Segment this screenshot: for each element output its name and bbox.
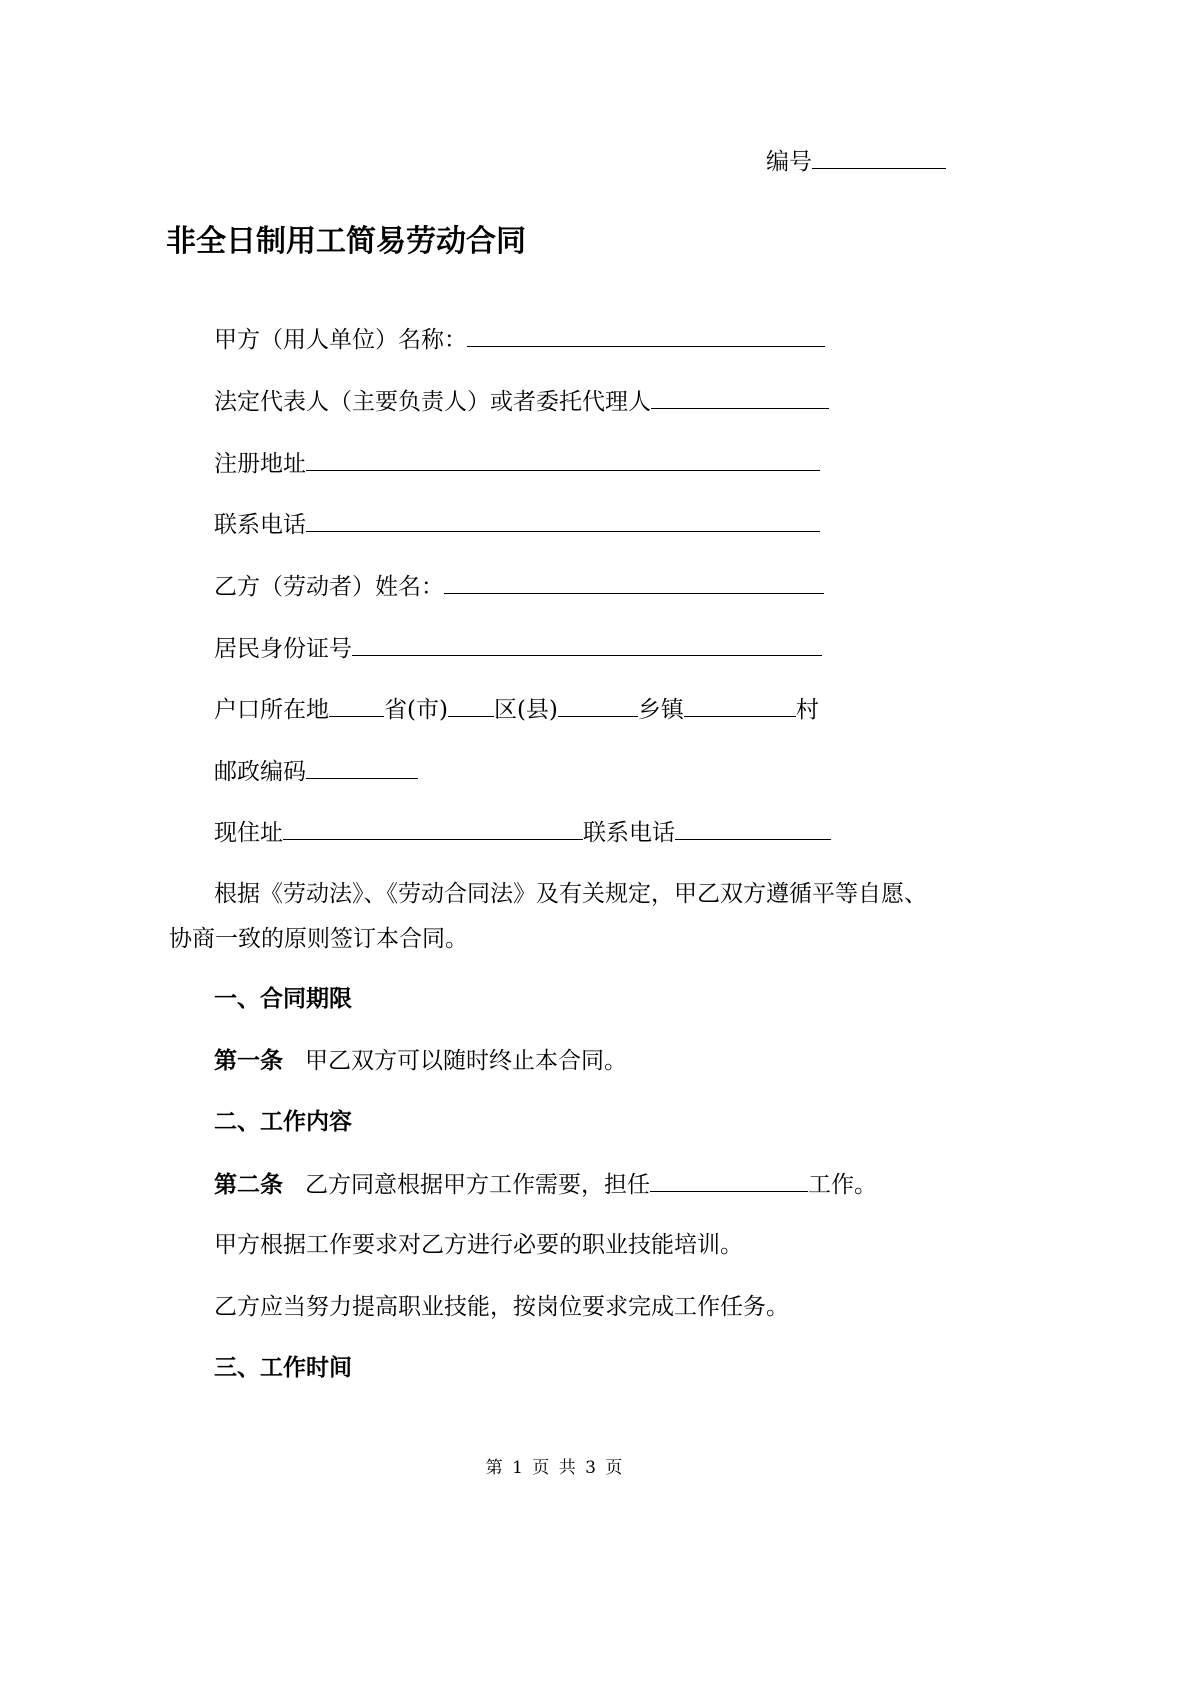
party-a-name-blank[interactable] (467, 324, 825, 347)
article-1-label: 第一条 (214, 1048, 283, 1074)
hukou-row (214, 694, 819, 725)
postcode-blank[interactable] (306, 756, 418, 779)
reg-address-label: 注册地址 (214, 451, 306, 477)
party-a-name-row (214, 324, 825, 355)
article-2-text-before: 乙方同意根据甲方工作需要，担任 (305, 1172, 650, 1198)
party-a-name-label: 甲方（用人单位）名称： (214, 327, 467, 353)
legal-rep-row (214, 386, 829, 417)
phone-a-label: 联系电话 (214, 512, 306, 538)
postcode-row (214, 756, 418, 787)
party-b-name-row (214, 571, 824, 602)
legal-rep-blank[interactable] (651, 386, 829, 409)
id-number-label: 居民身份证号 (214, 636, 352, 662)
section-3-heading: 三、工作时间 (214, 1355, 352, 1381)
party-b-name-blank[interactable] (444, 571, 824, 594)
current-address-blank[interactable] (283, 817, 583, 840)
reg-address-blank[interactable] (306, 448, 820, 471)
article-2-para-1: 甲方根据工作要求对乙方进行必要的职业技能培训。 (214, 1232, 743, 1258)
phone-a-blank[interactable] (306, 509, 820, 532)
document-title: 非全日制用工简易劳动合同 (166, 224, 526, 259)
section-1-heading: 一、合同期限 (214, 986, 352, 1012)
article-1-text: 甲乙双方可以随时终止本合同。 (305, 1048, 627, 1074)
party-b-name-label: 乙方（劳动者）姓名： (214, 574, 444, 600)
hukou-village-label: 村 (795, 697, 819, 723)
current-address-row (214, 817, 831, 848)
current-address-label: 现住址 (214, 820, 283, 846)
hukou-town-label: 乡镇 (637, 697, 684, 723)
hukou-province-label: 省(市) (384, 697, 448, 723)
contract-number-blank[interactable] (812, 146, 946, 169)
postcode-label: 邮政编码 (214, 759, 306, 785)
preamble-line-1: 根据《劳动法》、《劳动合同法》及有关规定，甲乙双方遵循平等自愿、 (214, 881, 927, 907)
phone-b-blank[interactable] (675, 817, 831, 840)
hukou-label: 户口所在地 (214, 697, 329, 723)
preamble-line-2: 协商一致的原则签订本合同。 (169, 926, 468, 952)
reg-address-row (214, 448, 820, 479)
phone-b-label: 联系电话 (583, 820, 675, 846)
phone-a-row (214, 509, 820, 540)
hukou-province-blank[interactable] (329, 694, 384, 717)
id-number-blank[interactable] (352, 633, 822, 656)
contract-number-label: 编号 (766, 149, 812, 175)
article-1 (214, 1046, 627, 1076)
job-title-blank[interactable] (650, 1169, 808, 1192)
contract-number (766, 146, 946, 177)
hukou-district-blank[interactable] (448, 694, 494, 717)
section-2-heading: 二、工作内容 (214, 1109, 352, 1135)
article-2-para-2: 乙方应当努力提高职业技能，按岗位要求完成工作任务。 (214, 1294, 789, 1320)
hukou-village-blank[interactable] (684, 694, 796, 717)
article-2 (214, 1169, 877, 1200)
page-footer: 第 1 页 共 3 页 (485, 1458, 625, 1478)
id-number-row (214, 633, 822, 664)
legal-rep-label: 法定代表人（主要负责人）或者委托代理人 (214, 389, 651, 415)
article-2-label: 第二条 (214, 1172, 283, 1198)
article-2-text-after: 工作。 (808, 1172, 877, 1198)
hukou-district-label: 区(县) (493, 697, 558, 723)
hukou-town-blank[interactable] (558, 694, 638, 717)
